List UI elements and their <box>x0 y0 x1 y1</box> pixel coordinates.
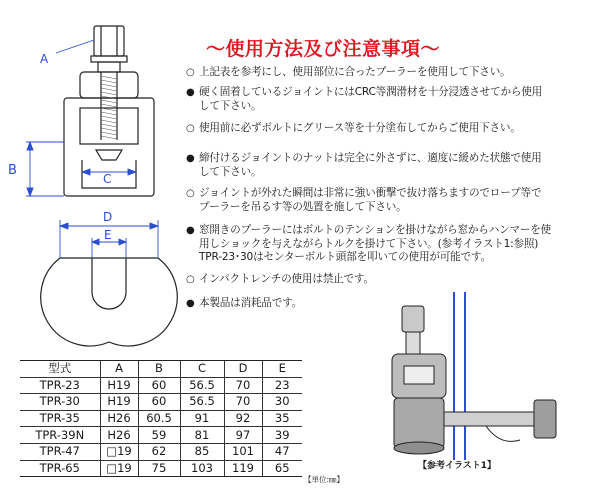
column-header-d: D <box>224 361 262 378</box>
dimension-e-label: E <box>104 228 112 242</box>
table-cell-model: TPR-35 <box>20 410 100 427</box>
table-cell: 60 <box>138 394 180 411</box>
dimension-c-label: C <box>103 172 112 186</box>
dimension-d-label: D <box>103 210 113 224</box>
table-cell: 39 <box>262 427 302 444</box>
table-cell: 59 <box>138 427 180 444</box>
table-cell-model: TPR-23 <box>20 377 100 394</box>
instruction-line: 本製品は消耗品です。 <box>199 297 303 309</box>
table-cell: H26 <box>100 410 138 427</box>
table-row <box>20 460 302 477</box>
reference-illustration <box>392 288 584 460</box>
table-cell: □19 <box>100 460 138 477</box>
open-circle-bullet: ○ <box>186 67 195 78</box>
instruction-line: して下さい。 <box>199 99 262 112</box>
table-cell: 81 <box>180 427 224 444</box>
table-cell: 23 <box>262 377 302 394</box>
table-cell: 97 <box>224 427 262 444</box>
dimension-a-label: A <box>40 52 49 66</box>
column-header-c: C <box>180 361 224 378</box>
table-cell: 92 <box>224 410 262 427</box>
table-cell-model: TPR-65 <box>20 460 100 477</box>
instruction-line: 硬く固着しているジョイントにはCRC等潤滑材を十分浸透させてから使用 <box>199 86 543 98</box>
table-cell-model: TPR-39N <box>20 427 100 444</box>
table-cell: □19 <box>100 443 138 460</box>
instruction-line: インパクトレンチの使用は禁止です。 <box>199 273 374 285</box>
table-cell: 103 <box>180 460 224 477</box>
table-header-row <box>20 361 302 378</box>
table-cell: 85 <box>180 443 224 460</box>
table-cell: H19 <box>100 394 138 411</box>
open-circle-bullet: ○ <box>186 188 195 199</box>
table-cell: 56.5 <box>180 394 224 411</box>
table-cell: 60.5 <box>138 410 180 427</box>
instruction-line: 使用前に必ずボルトにグリース等を十分塗布してからご使用下さい。 <box>199 122 521 134</box>
instruction-line: 用しショックを与えながらトルクを掛けて下さい。(参考イラスト1:参照) <box>199 237 539 250</box>
table-cell: 70 <box>224 377 262 394</box>
filled-circle-bullet: ● <box>186 153 195 164</box>
open-circle-bullet: ○ <box>186 274 195 285</box>
dimension-lines <box>26 40 158 258</box>
filled-circle-bullet: ● <box>186 298 195 309</box>
instruction-line: 締付けるジョイントのナットは完全に外さずに、適度に緩めた状態で使用 <box>199 152 542 164</box>
table-cell: 119 <box>224 460 262 477</box>
column-header-b: B <box>138 361 180 378</box>
table-cell: 101 <box>224 443 262 460</box>
table-cell: H19 <box>100 377 138 394</box>
open-circle-bullet: ○ <box>186 123 195 134</box>
table-cell: 75 <box>138 460 180 477</box>
table-row <box>20 443 302 460</box>
table-row <box>20 410 302 427</box>
table-cell: 56.5 <box>180 377 224 394</box>
instruction-line: プーラーを吊るす等の処置を施して下さい。 <box>199 200 407 213</box>
table-cell: H26 <box>100 427 138 444</box>
table-cell: 35 <box>262 410 302 427</box>
table-cell: 70 <box>224 394 262 411</box>
table-cell: 91 <box>180 410 224 427</box>
reference-illustration-caption: 【参考イラスト1】 <box>418 461 496 471</box>
table-cell-model: TPR-47 <box>20 443 100 460</box>
instruction-line: ジョイントが外れた瞬間は非常に強い衝撃で抜け落ちますのでロープ等で <box>199 187 542 199</box>
instruction-line: して下さい。 <box>199 165 262 178</box>
unit-note: 【単位:㎜】 <box>304 475 345 484</box>
table-row <box>20 427 302 444</box>
filled-circle-bullet: ● <box>186 225 195 236</box>
table-cell-model: TPR-30 <box>20 394 100 411</box>
table-cell: 30 <box>262 394 302 411</box>
table-cell: 62 <box>138 443 180 460</box>
column-header-model: 型式 <box>20 361 100 378</box>
column-header-a: A <box>100 361 138 378</box>
table-cell: 47 <box>262 443 302 460</box>
instruction-line: 上記表を参考にし、使用部位に合ったプーラーを使用して下さい。 <box>199 66 511 78</box>
dimension-b-label: B <box>8 163 17 178</box>
puller-bottom-view <box>41 258 178 346</box>
table-row <box>20 394 302 411</box>
puller-body-outline <box>64 26 154 196</box>
spec-table <box>20 360 302 477</box>
table-cell: 60 <box>138 377 180 394</box>
table-row <box>20 377 302 394</box>
page-title: 〜使用方法及び注意事項〜 <box>206 38 441 60</box>
instruction-line: 窓開きのプーラーにはボルトのテンションを掛けながら窓からハンマーを使 <box>199 224 552 236</box>
instruction-line: TPR-23･30はセンターボルト頭部を叩いての使用が可能です。 <box>199 251 491 263</box>
filled-circle-bullet: ● <box>186 87 195 98</box>
table-cell: 65 <box>262 460 302 477</box>
column-header-e: E <box>262 361 302 378</box>
